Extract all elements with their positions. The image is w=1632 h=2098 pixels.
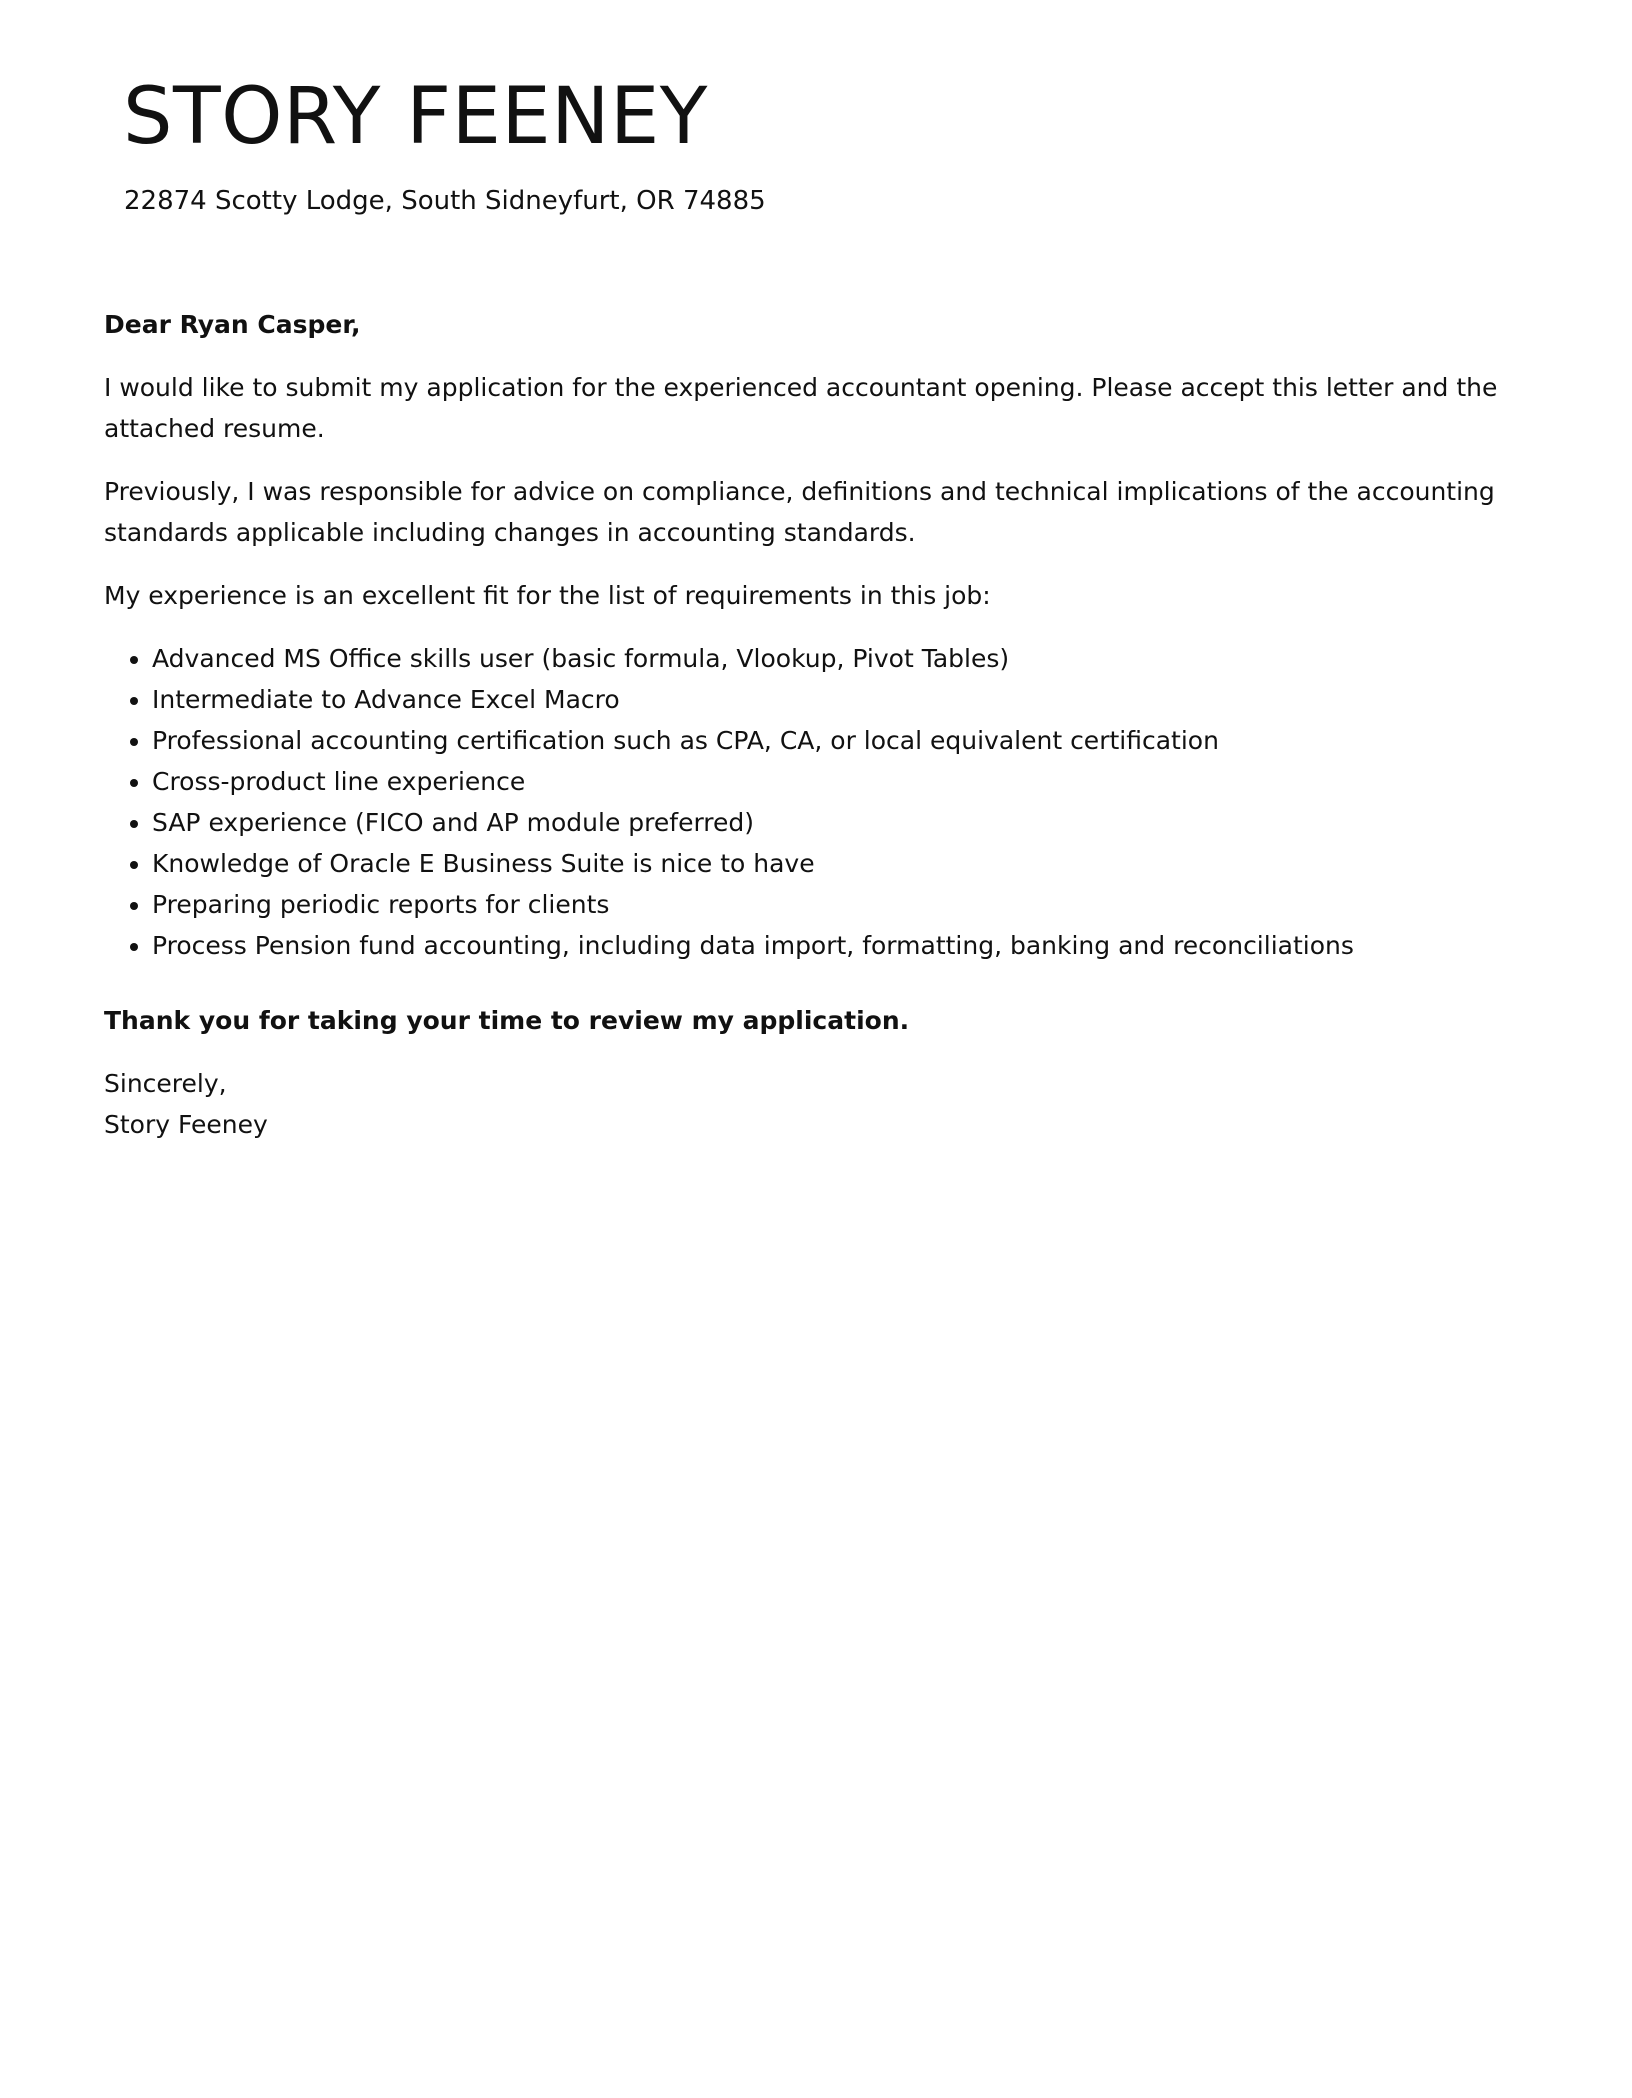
closing-line: Thank you for taking your time to review my application. — [104, 1006, 910, 1035]
signature-name: Story Feeney — [104, 1110, 268, 1139]
requirement-item: • Advanced MS Office skills user (basic formula, Vlookup, Pivot Tables) — [152, 638, 1524, 679]
applicant-address: 22874 Scotty Lodge, South Sidneyfurt, OR 74885 — [124, 186, 766, 216]
requirements-intro: My experience is an excellent fit for the list of requirements in this job: — [104, 581, 991, 610]
requirement-item: • Cross-product line experience — [152, 761, 1524, 802]
requirement-item: • Preparing periodic reports for clients — [152, 884, 1524, 925]
requirement-item: • Intermediate to Advance Excel Macro — [152, 679, 1524, 720]
letter-header — [123, 72, 1503, 218]
letter-body — [104, 304, 1524, 1145]
requirement-item: • SAP experience (FICO and AP module preferred) — [152, 802, 1524, 843]
requirement-item: • Knowledge of Oracle E Business Suite is nice to have — [152, 843, 1524, 884]
experience-paragraph: Previously, I was responsible for advice on compliance, definitions and technical implications of the accounting standards applicable including changes in accounting standards. — [104, 477, 1495, 547]
salutation: Dear Ryan Casper, — [104, 310, 361, 339]
intro-paragraph: I would like to submit my application for the experienced accountant opening. Please accept this letter and the attached resume. — [104, 373, 1498, 443]
requirements-list — [104, 638, 1524, 966]
requirement-item: • Process Pension fund accounting, including data import, formatting, banking and reconciliations — [152, 925, 1524, 966]
applicant-name: STORY FEENEY — [123, 72, 708, 162]
requirement-item: • Professional accounting certification such as CPA, CA, or local equivalent certification — [152, 720, 1524, 761]
signoff: Sincerely, — [104, 1069, 227, 1098]
